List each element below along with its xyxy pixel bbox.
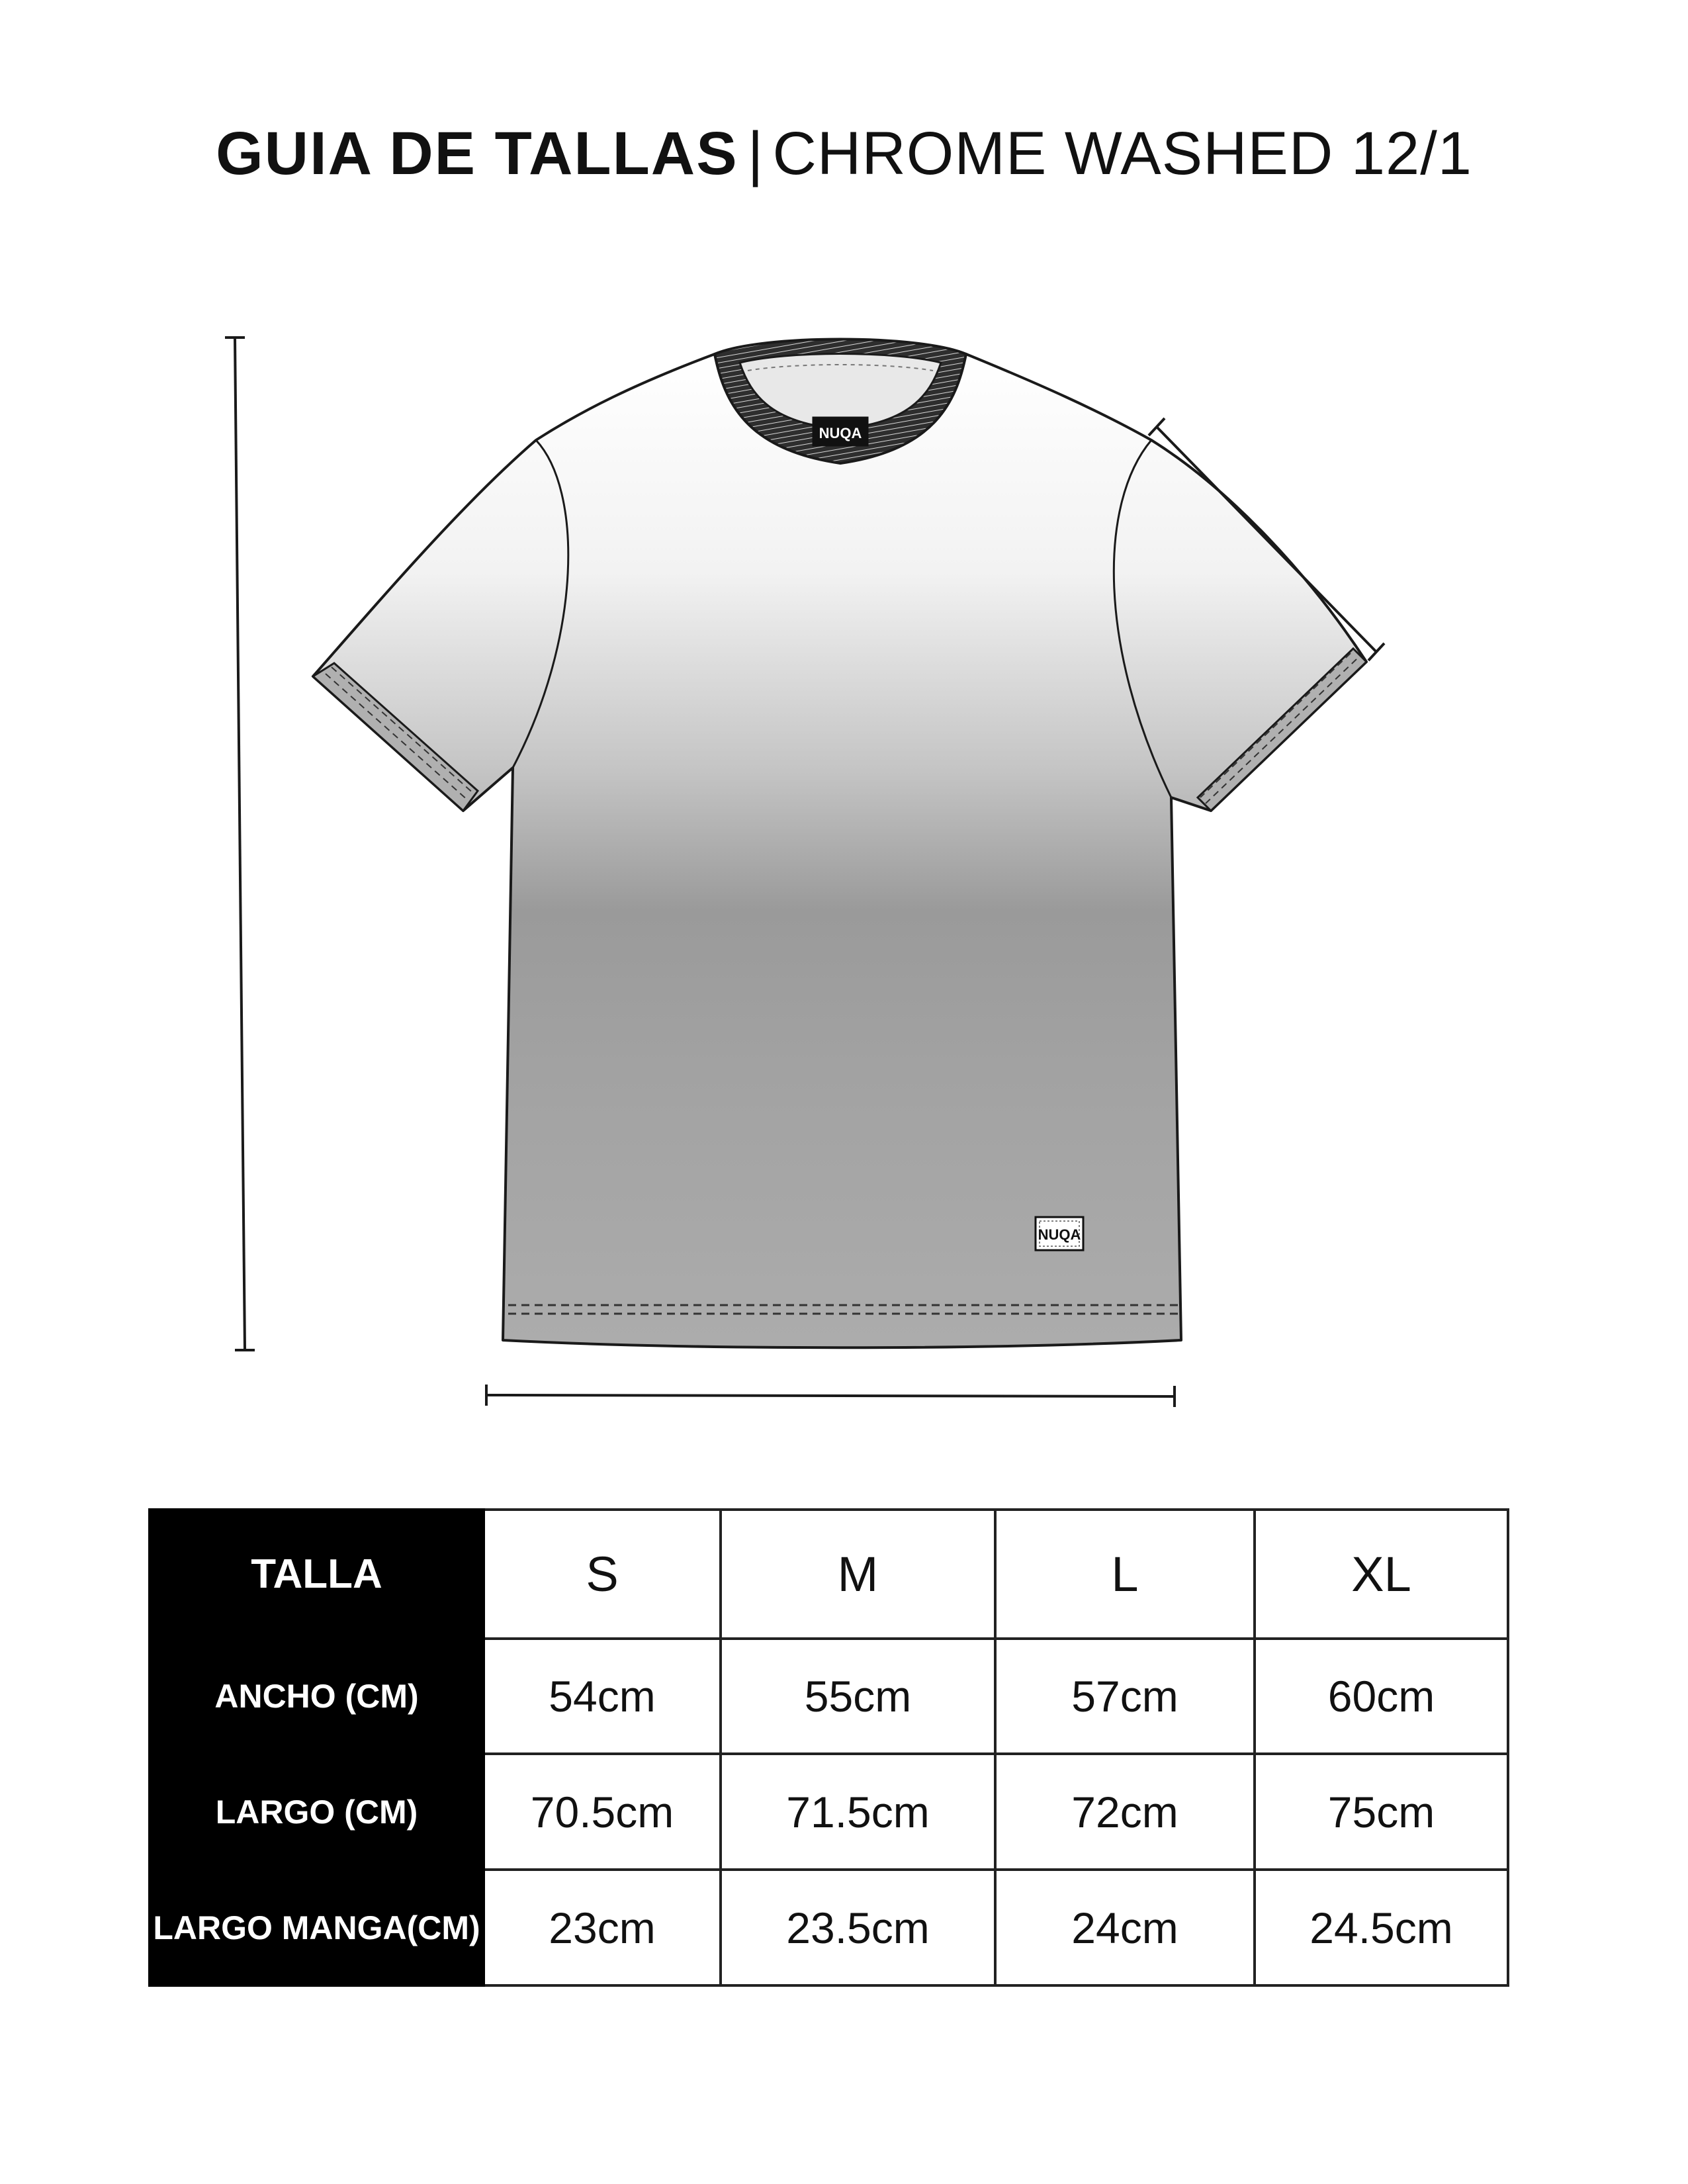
table-cell: 23.5cm: [721, 1870, 995, 1985]
size-header-l: L: [995, 1510, 1255, 1639]
table-cell: 24cm: [995, 1870, 1255, 1985]
length-measure-line: [225, 338, 255, 1350]
row-header-largo-manga: LARGO MANGA(CM): [150, 1870, 484, 1985]
table-cell: 55cm: [721, 1639, 995, 1754]
size-header-s: S: [484, 1510, 721, 1639]
tshirt-body: [313, 354, 1366, 1347]
size-header-xl: XL: [1255, 1510, 1508, 1639]
table-cell: 60cm: [1255, 1639, 1508, 1754]
title-separator: |: [747, 120, 764, 187]
size-header-m: M: [721, 1510, 995, 1639]
svg-text:NUQA: NUQA: [1038, 1226, 1081, 1243]
table-cell: 72cm: [995, 1754, 1255, 1870]
table-cell: 54cm: [484, 1639, 721, 1754]
table-cell: 70.5cm: [484, 1754, 721, 1870]
row-header-talla: TALLA: [150, 1510, 484, 1639]
table-cell: 75cm: [1255, 1754, 1508, 1870]
table-row: [150, 1639, 1508, 1754]
table-row: [150, 1870, 1508, 1985]
svg-text:NUQA: NUQA: [819, 425, 862, 441]
table-row: [150, 1510, 1508, 1639]
title-product-name: CHROME WASHED 12/1: [772, 120, 1472, 187]
table-cell: 71.5cm: [721, 1754, 995, 1870]
row-header-ancho: ANCHO (CM): [150, 1639, 484, 1754]
size-table: [148, 1508, 1509, 1987]
table-cell: 57cm: [995, 1639, 1255, 1754]
table-cell: 24.5cm: [1255, 1870, 1508, 1985]
table-row: [150, 1754, 1508, 1870]
row-header-largo: LARGO (CM): [150, 1754, 484, 1870]
table-cell: 23cm: [484, 1870, 721, 1985]
title-guide-label: GUIA DE TALLAS: [216, 120, 738, 187]
width-measure-line: [486, 1385, 1175, 1407]
